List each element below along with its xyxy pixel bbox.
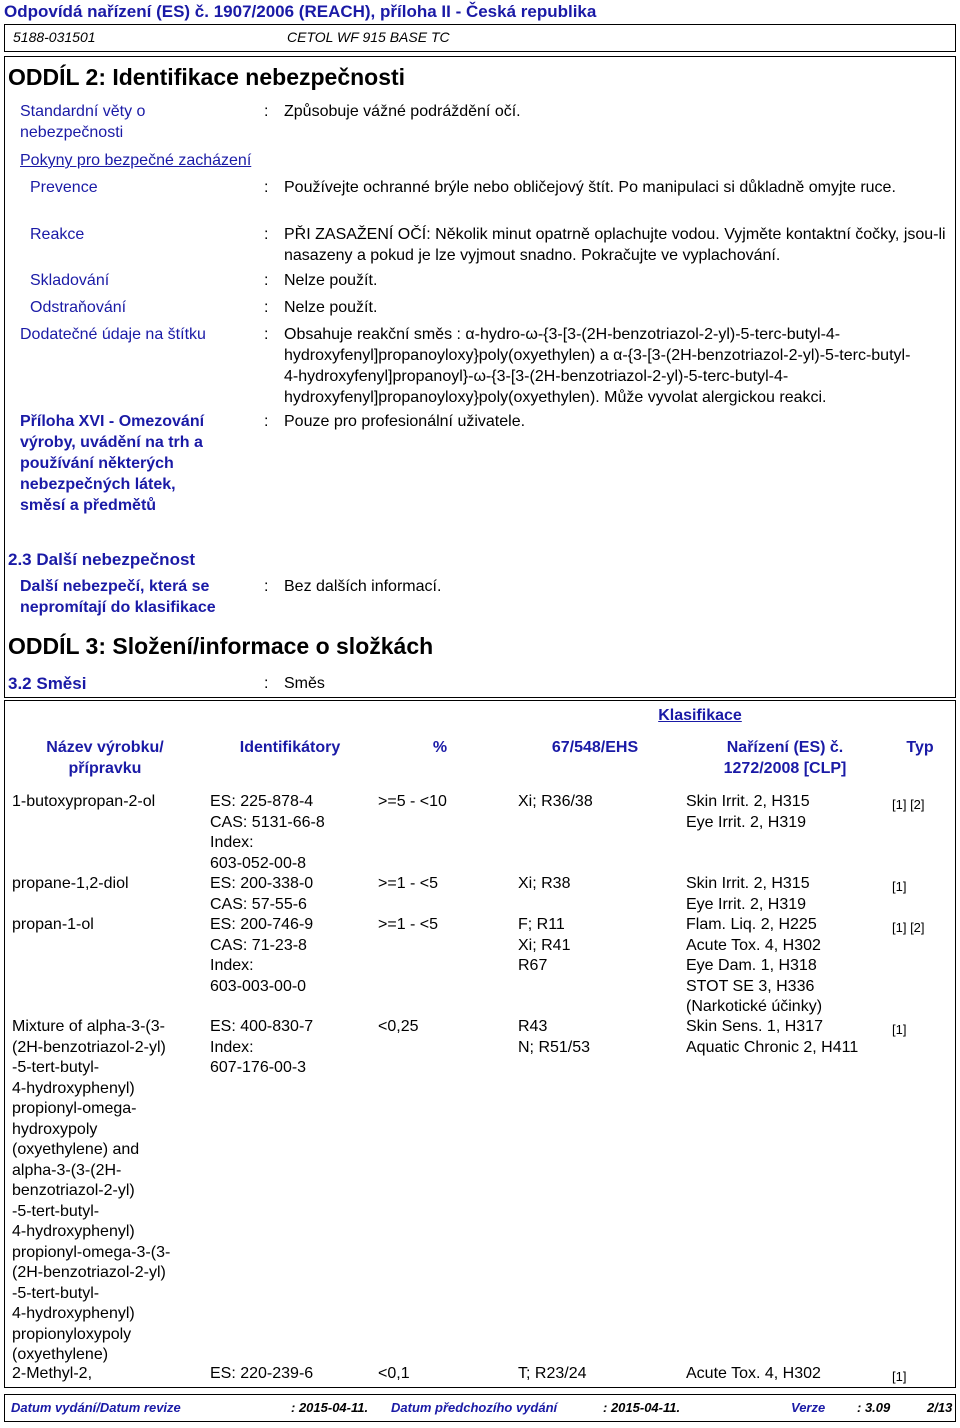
table-cell-type: [1] [2] [892,797,925,812]
other-hazards-title: 2.3 Další nebezpečnost [8,550,196,569]
table-cell-type: [1] [892,1022,907,1037]
storage-value: Nelze použít. [284,272,378,289]
version-value: : 3.09 [857,1400,891,1415]
other-hazards-value: Bez dalších informací. [284,578,442,595]
colon: : [264,326,269,343]
table-cell-name: 1-butoxypropan-2-ol [12,793,156,810]
col-identifiers-header: Identifikátory [239,739,341,756]
section3-title: ODDÍL 3: Složení/informace o složkách [8,633,434,659]
colon: : [264,413,269,430]
col-clp-header: Nařízení (ES) č. 1272/2008 [CLP] [723,739,847,777]
table-cell-clp: Skin Sens. 1, H317 Aquatic Chronic 2, H411 [686,1018,859,1056]
table-cell-clp: Skin Irrit. 2, H315 Eye Irrit. 2, H319 [686,875,810,913]
table-cell-clp: Flam. Liq. 2, H225 Acute Tox. 4, H302 Eye Dam. 1, H318 STOT SE 3, H336 (Narkotické účinky) [686,916,823,1015]
product-id-box [4,24,956,52]
colon: : [264,675,269,692]
colon: : [264,179,269,196]
table-cell-name: propane-1,2-diol [12,875,129,892]
classification-header: Klasifikace [658,707,742,724]
table-cell-ids: ES: 200-746-9 CAS: 71-23-8 Index: 603-003-00-0 [210,916,314,995]
table-cell-pct: <0,25 [378,1018,419,1035]
issue-date-value: : 2015-04-11. [291,1400,369,1415]
regulation-title: Odpovídá nařízení (ES) č. 1907/2006 (REACH), příloha II - Česká republika [4,2,597,21]
colon: : [264,226,269,243]
table-cell-name: 2-Methyl-2, [12,1365,93,1382]
hazard-statements-label: Standardní věty o nebezpečnosti [20,103,146,141]
mixtures-label: 3.2 Směsi [8,674,87,693]
product-code: 5188-031501 [13,29,96,45]
table-cell-eec: T; R23/24 [518,1365,587,1382]
table-cell-pct: <0,1 [378,1365,410,1382]
table-cell-eec: R43 N; R51/53 [518,1018,591,1056]
disposal-value: Nelze použít. [284,299,378,316]
prevention-value: Používejte ochranné brýle nebo obličejový štít. Po manipulaci si důkladně omyjte ruce. [284,179,896,196]
table-cell-ids: ES: 225-878-4 CAS: 5131-66-8 Index: 603-052-00-8 [210,793,325,872]
supplemental-label: Dodatečné údaje na štítku [20,326,206,343]
table-cell-type: [1] [2] [892,920,925,935]
other-hazards-label: Další nebezpečí, která se nepromítají do klasifikace [20,578,216,616]
mixtures-value: Směs [284,675,325,692]
colon: : [264,578,269,595]
table-cell-pct: >=1 - <5 [378,875,439,892]
table-cell-ids: ES: 200-338-0 CAS: 57-55-6 [210,875,314,913]
table-cell-type: [1] [892,879,907,894]
table-cell-eec: F; R11 Xi; R41 R67 [518,916,571,974]
annex-xvi-label: Příloha XVI - Omezování výroby, uvádění na trh a používání některých nebezpečných látek, směsí a předmětů [20,413,205,514]
product-name: CETOL WF 915 BASE TC [287,29,450,45]
supplemental-value: Obsahuje reakční směs : α-hydro-ω-{3-[3-(2H-benzotriazol-2-yl)-5-terc-butyl-4-hydroxyfenyl]propanoyloxy}poly(oxyethylen) a α-{3-[3-(2H-benzotriazol-2-yl)-5-terc-butyl-4-hydroxyfenyl]propanoyl}-ω-{3-[3-(2H-benzotriazol-2-yl)-5-terc-butyl-4-hydroxyfenyl]propanoyloxy}poly(oxyethylen). Může vyvolat alergickou reakci. [284,326,911,406]
colon: : [264,272,269,289]
section2-title: ODDÍL 2: Identifikace nebezpečnosti [8,64,406,90]
table-cell-clp: Acute Tox. 4, H302 [686,1365,821,1382]
table-cell-pct: >=1 - <5 [378,916,439,933]
response-value: PŘI ZASAŽENÍ OČÍ: Několik minut opatrně oplachujte vodou. Vyjměte kontaktní čočky, jsou-li nasazeny a pokud je lze vyjmout snadno. Pokračujte ve vyplachování. [284,226,946,264]
col-type-header: Typ [906,739,934,756]
table-cell-pct: >=5 - <10 [378,793,447,810]
previous-date-value: : 2015-04-11. [603,1400,681,1415]
table-cell-eec: Xi; R38 [518,875,571,892]
table-cell-clp: Skin Irrit. 2, H315 Eye Irrit. 2, H319 [686,793,810,831]
footer [4,1394,956,1422]
table-cell-eec: Xi; R36/38 [518,793,593,810]
prevention-label: Prevence [30,179,98,196]
storage-label: Skladování [30,272,110,289]
issue-date-label: Datum vydání/Datum revize [11,1400,181,1415]
response-label: Reakce [30,226,85,243]
table-cell-type: [1] [892,1369,907,1384]
precautionary-label: Pokyny pro bezpečné zacházení [20,152,252,169]
col-eec-header: 67/548/EHS [551,739,639,756]
hazard-statements-value: Způsobuje vážné podráždění očí. [284,103,521,120]
colon: : [264,299,269,316]
page-number: 2/13 [927,1400,953,1415]
colon: : [264,103,269,120]
annex-xvi-value: Pouze pro profesionální uživatele. [284,413,526,430]
table-cell-ids: ES: 400-830-7 Index: 607-176-00-3 [210,1018,314,1076]
col-name-header: Název výrobku/ přípravku [46,739,164,777]
version-label: Verze [791,1400,826,1415]
col-percent-header: % [432,739,448,756]
disposal-label: Odstraňování [30,299,127,316]
table-cell-name: Mixture of alpha-3-(3- (2H-benzotriazol-2-yl) -5-tert-butyl- 4-hydroxyphenyl) propionyl-omega- hydroxypoly (oxyethylene) and alpha-3-(3-(2H- benzotriazol-2-yl) -5-tert-butyl- 4-hydroxyphenyl) propionyl-omega-3-(3- (2H-benzotriazol-2-yl) -5-tert-butyl- 4-hydroxyphenyl) propionyloxypoly (oxyethylene) [12,1018,171,1363]
table-cell-name: propan-1-ol [12,916,94,933]
table-cell-ids: ES: 220-239-6 [210,1365,314,1382]
previous-date-label: Datum předchozího vydání [391,1400,558,1415]
